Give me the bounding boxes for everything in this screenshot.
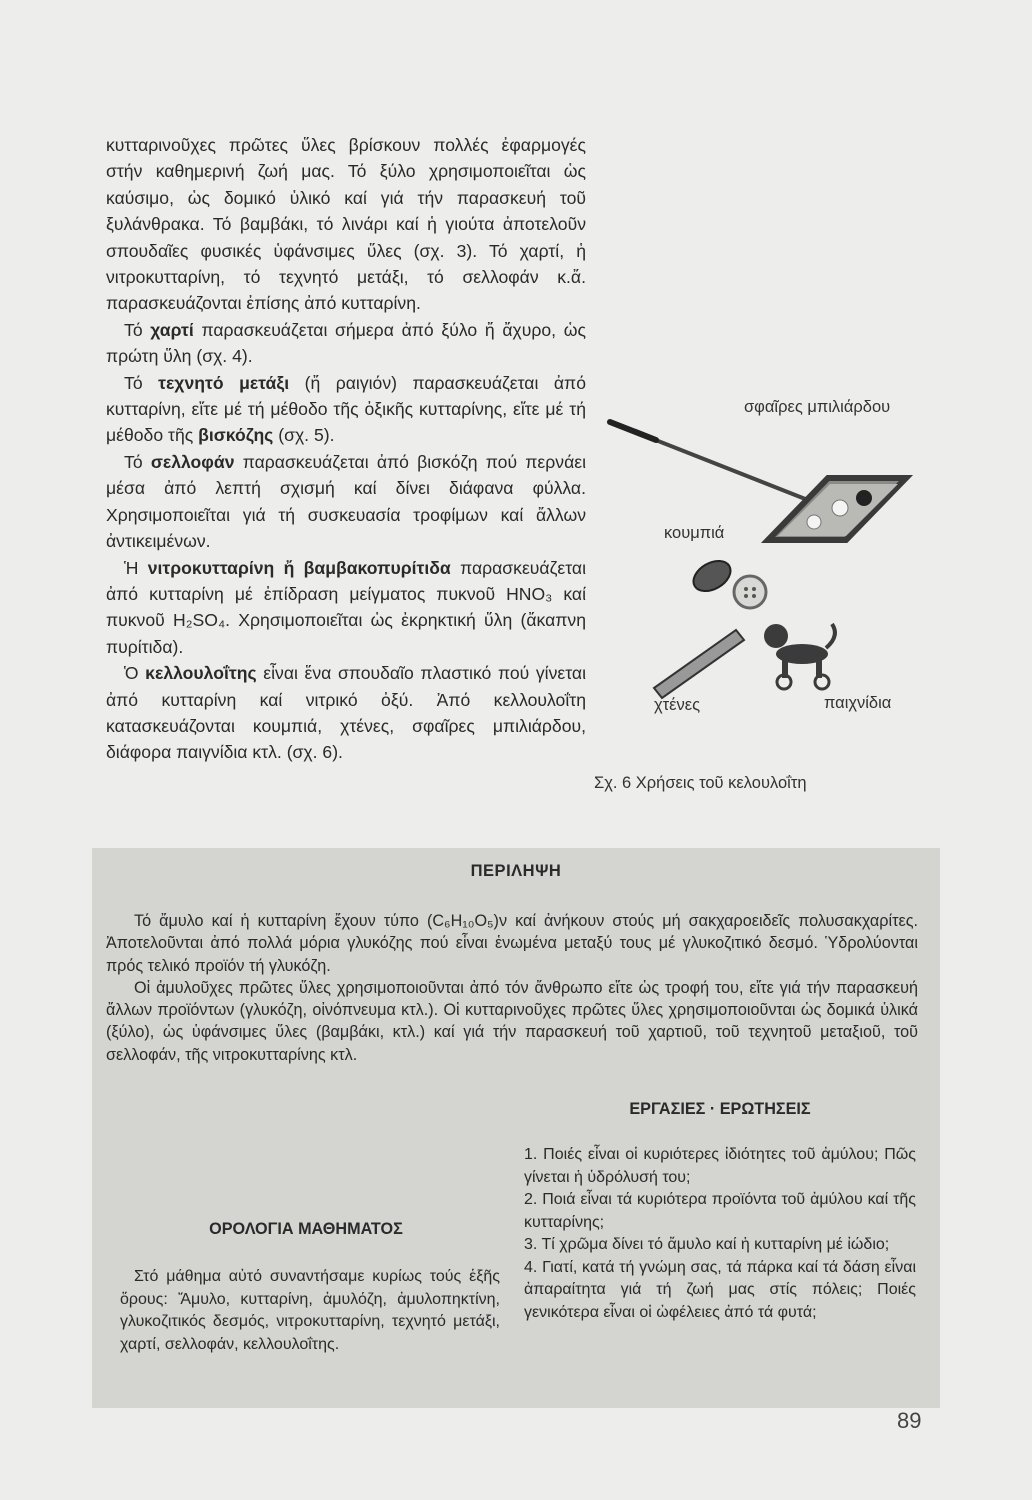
comb-icon [654,630,744,698]
question-item: 4. Γιατί, κατά τή γνώμη σας, τά πάρκα καί τά δάση εἶναι ἀπαραίτητα γιά τή ζωή μας στίς πόλεις; Ποιές γενικότερα εἶναι οἱ ὠφέλειες ἀπό τά φυτά; [524,1258,916,1321]
paragraph-nitrocellulose: Ἡ νιτροκυτταρίνη ἤ βαμβακοπυρίτιδα παρασκευάζεται ἀπό κυτταρίνη μέ ἐπίδραση μείγματος πυκνοῦ HNO₃ καί πυκνοῦ H₂SO₄. Χρησιμοποιεῖται ὡς ἐκρηκτική ὕλη (ἄκαπνη πυρίτιδα). [106,557,586,657]
button-icon [688,555,736,598]
toy-dog-icon [764,624,835,689]
term-artificial-silk: τεχνητό μετάξι [158,372,290,393]
label-buttons: κουμπιά [664,524,725,542]
summary-paragraph: Τό ἄμυλο καί ἡ κυτταρίνη ἔχουν τύπο (C₆H₁₀O₅)ν καί ἀνήκουν στούς μή σακχαροειδεῖς πολυσακχαρίτες. Ἀποτελοῦνται ἀπό πολλά μόρια γλυκόζης πού εἶναι ἑνωμένα μεταξύ τους μέ γλυκοζιτικό δεσμό. Ὑδρολύονται πρός τελικό προϊόν τή γλυκόζη. [106,912,918,975]
question-item: 1. Ποιές εἶναι οἱ κυριότερες ἰδιότητες τοῦ ἀμύλου; Πῶς γίνεται ἡ ὑδρόλυσή του; [524,1146,916,1186]
celluloid-objects-illustration [596,390,936,820]
paragraph-artificial-silk: Τό τεχνητό μετάξι (ἤ ραιγιόν) παρασκευάζεται ἀπό κυτταρίνη, εἴτε μέ τή μέθοδο τῆς ὀξικῆς κυτταρίνης, εἴτε μέ τή μέθοδο τῆς βισκόζης (σχ. 5). [106,372,586,446]
exercises-title: ΕΡΓΑΣΙΕΣ · ΕΡΩΤΗΣΕΙΣ [629,1100,811,1118]
exercises-list [524,1144,916,1324]
question-item: 2. Ποιά εἶναι τά κυριότερα προϊόντα τοῦ ἀμύλου καί τῆς κυτταρίνης; [524,1191,916,1231]
term-cellophane: σελλοφάν [150,451,235,472]
term-celluloid: κελλουλοΐτης [145,663,257,684]
summary-paragraph: Οἱ ἀμυλοῦχες πρῶτες ὕλες χρησιμοποιοῦνται ἀπό τόν ἄνθρωπο εἴτε ὡς τροφή του, εἴτε γιά τήν παρασκευή ἄλλων προϊόντων (γλυκόζη, οἰνόπνευμα κτλ.). Οἱ κυτταρινοῦχες πρῶτες ὕλες χρησιμοποιοῦνται ὡς δομικά ὑλικά (ξύλο), ὡς ὑφάνσιμες ὕλες (βαμβάκι, κτλ.) καί γιά τήν παρασκευή τοῦ χαρτιοῦ, τοῦ τεχνητοῦ μεταξιοῦ, τοῦ σελλοφάν, τῆς νιτροκυτταρίνης κτλ. [106,978,918,1064]
label-billiard-balls: σφαῖρες μπιλιάρδου [744,398,891,416]
paragraph-cellulose-uses: κυτταρινοῦχες πρῶτες ὕλες βρίσκουν πολλές ἐφαρμογές στήν καθημερινή ζωή μας. Τό ξύλο χρησιμοποιεῖται ὡς καύσιμο, ὡς δομικό ὑλικό καί γιά τήν παρασκευή τοῦ ξυλάνθρακα. Τό βαμβάκι, τό λινάρι καί ἡ γιούτα ἀποτελοῦν σπουδαῖες φυσικές ὑφάνσιμες ὕλες (σχ. 3). Τό χαρτί, ἡ νιτροκυτταρίνη, τό τεχνητό μετάξι, τό σελλοφάν κ.ἄ. παρασκευάζονται ἐπίσης ἀπό κυτταρίνη. [106,135,586,314]
page-number: 89 [897,1408,922,1433]
summary-title: ΠΕΡΙΛΗΨΗ [470,862,562,880]
question-item: 3. Τί χρῶμα δίνει τό ἄμυλο καί ἡ κυτταρίνη μέ ἰώδιο; [524,1236,890,1253]
paragraph-paper: Τό χαρτί παρασκευάζεται σήμερα ἀπό ξύλο ἤ ἄχυρο, ὡς πρώτη ὕλη (σχ. 4). [106,319,586,367]
summary-text [106,910,918,1066]
billiard-ball-icon [807,515,821,529]
term-viscose: βισκόζης [198,425,274,446]
figure-caption: Σχ. 6 Χρήσεις τοῦ κελουλοΐτη [594,774,807,792]
billiard-ball-icon [832,500,848,516]
label-combs: χτένες [654,696,701,714]
paragraph-celluloid: Ὁ κελλουλοΐτης εἶναι ἕνα σπουδαῖο πλαστικό πού γίνεται ἀπό κυτταρίνη καί νιτρικό ὀξύ. Ἀπό κελλουλοΐτη κατασκευάζονται κουμπιά, χτένες, σφαῖρες μπιλιάρδου, διάφορα παιγνίδια κτλ. (σχ. 6). [106,663,586,763]
figure-celluloid-uses [596,390,936,820]
glossary-text: Στό μάθημα αὐτό συναντήσαμε κυρίως τούς ἑξῆς ὅρους: Ἄμυλο, κυτταρίνη, ἀμυλόζη, ἀμυλοπηκτίνη, γλυκοζιτικός δεσμός, νιτροκυτταρίνη, τεχνητό μετάξι, χαρτί, σελλοφάν, κελλουλοΐτης. [120,1268,500,1353]
term-nitrocellulose: νιτροκυτταρίνη ἤ βαμβακοπυρίτιδα [147,557,451,578]
main-text-column [106,132,586,766]
button-icon [734,576,766,608]
glossary-title: ΟΡΟΛΟΓΙΑ ΜΑΘΗΜΑΤΟΣ [209,1220,403,1238]
term-paper: χαρτί [150,319,194,340]
billiard-ball-icon [856,490,872,506]
label-toys: παιχνίδια [824,694,892,712]
paragraph-cellophane: Τό σελλοφάν παρασκευάζεται ἀπό βισκόζη πού περνάει μέσα ἀπό λεπτή σχισμή καί δίνει διάφανα φύλλα. Χρησιμοποιεῖται γιά τή συσκευασία τροφίμων καί ἄλλων ἀντικειμένων. [106,451,586,552]
